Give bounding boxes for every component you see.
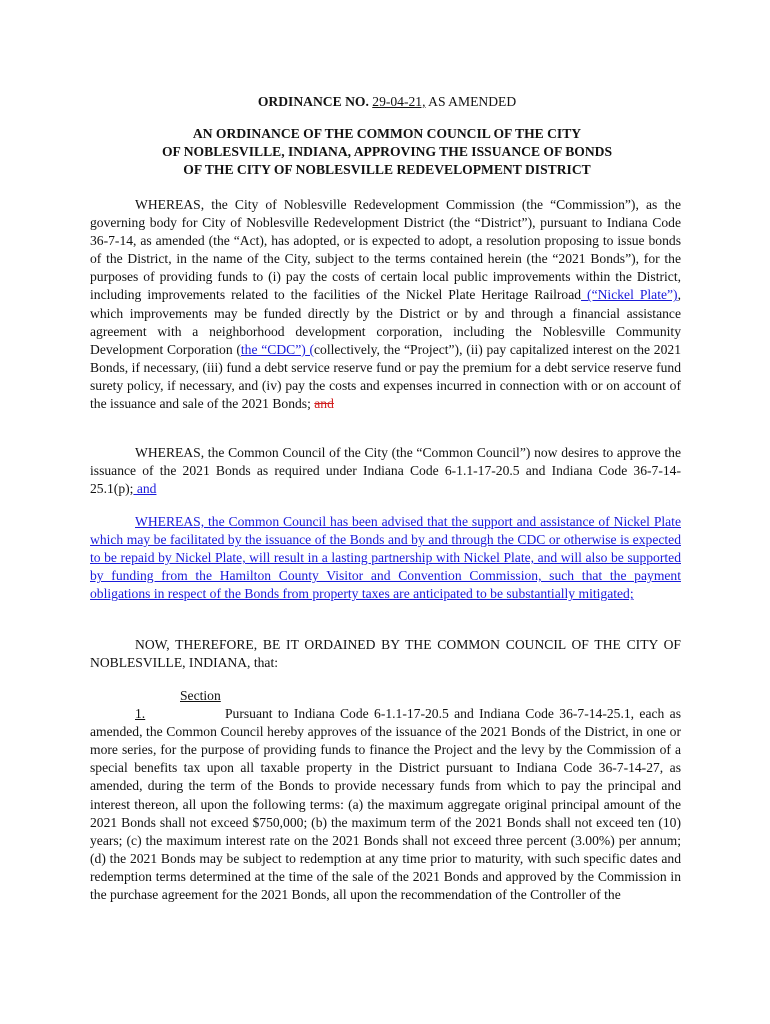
inserted-text: (“Nickel Plate”) (581, 287, 678, 303)
inserted-text: and (133, 481, 157, 497)
section-1-paragraph: Section 1. Pursuant to Indiana Code 6-1.1-17-20.5 and Indiana Code 36-7-14-25.1, each as amended, the Common Council hereby approves of the issuance of the 2021 Bonds of the District, in one or more series, for the purpose of providing funds to finance the Project and the levy by the Commission of a special benefits tax upon all taxable property in the District pursuant to Indiana Code 36-7-14-27, as amended, during the term of the Bonds to provide necessary funds from which to pay the principal and interest thereon, all upon the following terms: (a) the maximum aggregate original principal amount of the 2021 Bonds shall not exceed $750,000; (b) the maximum term of the 2021 Bonds shall not exceed ten (10) years; (c) the maximum interest rate on the 2021 Bonds shall not exceed three percent (3.00%) per annum; (d) the 2021 Bonds may be subject to redemption at any time prior to maturity, with such specific dates and redemption terms determined at the time of the sale of the 2021 Bonds and approved by the Commission in the purchase agreement for the 2021 Bonds, all upon the recommendation of the Controller of the (90, 688, 681, 903)
section-label: Section 1. (135, 688, 221, 722)
title-line: OF THE CITY OF NOBLESVILLE REDEVELOPMENT DISTRICT (183, 162, 591, 177)
whereas-paragraph-3 (90, 513, 681, 603)
ordinance-heading (90, 93, 684, 111)
ordinance-number: 29-04-21, (372, 94, 426, 109)
title-line: OF NOBLESVILLE, INDIANA, APPROVING THE ISSUANCE OF BONDS (161, 144, 613, 159)
title-line: AN ORDINANCE OF THE COMMON COUNCIL OF THE CITY (192, 126, 582, 141)
whereas-paragraph-2: WHEREAS, the Common Council of the City (the “Common Council”) now desires to approve the issuance of the 2021 Bonds as required under Indiana Code 6-1.1-17-20.5 and Indiana Code 36-7-14-25.1(p); and (90, 445, 681, 497)
deleted-text: and (314, 396, 334, 412)
ordinance-suffix: AS AMENDED (425, 94, 517, 109)
inserted-text: WHEREAS, the Common Council has been advised that the support and assistance of Nickel Plate which may be facilitated by the issuance of the Bonds and by and through the CDC or otherwise is expected to be repaid by Nickel Plate, will result in a lasting partnership with Nickel Plate, and will also be supported by funding from the Hamilton County Visitor and Convention Commission, such that the payment obligations in respect of the Bonds from property taxes are anticipated to be substantially mitigated; (90, 514, 681, 602)
ordinance-prefix: ORDINANCE NO. (257, 94, 373, 109)
whereas-paragraph-1: WHEREAS, the City of Noblesville Redevelopment Commission (the “Commission”), as the governing body for City of Noblesville Redevelopment District (the “District”), pursuant to Indiana Code 36-7-14, as amended (the “Act), has adopted, or is expected to adopt, a resolution proposing to issue bonds of the District, in the name of the City, subject to the terms contained herein (the “2021 Bonds”), for the purposes of providing funds to (i) pay the costs of certain local public improvements within the District, including improvements related to the facilities of the Nickel Plate Heritage Railroad (“Nickel Plate”), which improvements may be funded directly by the District or by and through a financial assistance agreement with a neighborhood development corporation, including the Noblesville Community Development Corporation (the “CDC”) (collectively, the “Project”), (ii) pay capitalized interest on the 2021 Bonds, if necessary, (iii) fund a debt service reserve fund or pay the premium for a debt service reserve fund surety policy, if necessary, and (iv) pay the costs and expenses incurred in connection with or on account of the issuance and sale of the 2021 Bonds; and (90, 197, 681, 412)
inserted-text: the “CDC”) (240, 341, 306, 357)
inserted-text: ( (305, 341, 315, 357)
ordinance-title (90, 125, 684, 179)
resolution-paragraph: NOW, THEREFORE, BE IT ORDAINED BY THE COMMON COUNCIL OF THE CITY OF NOBLESVILLE, INDIANA, that: (90, 637, 681, 671)
